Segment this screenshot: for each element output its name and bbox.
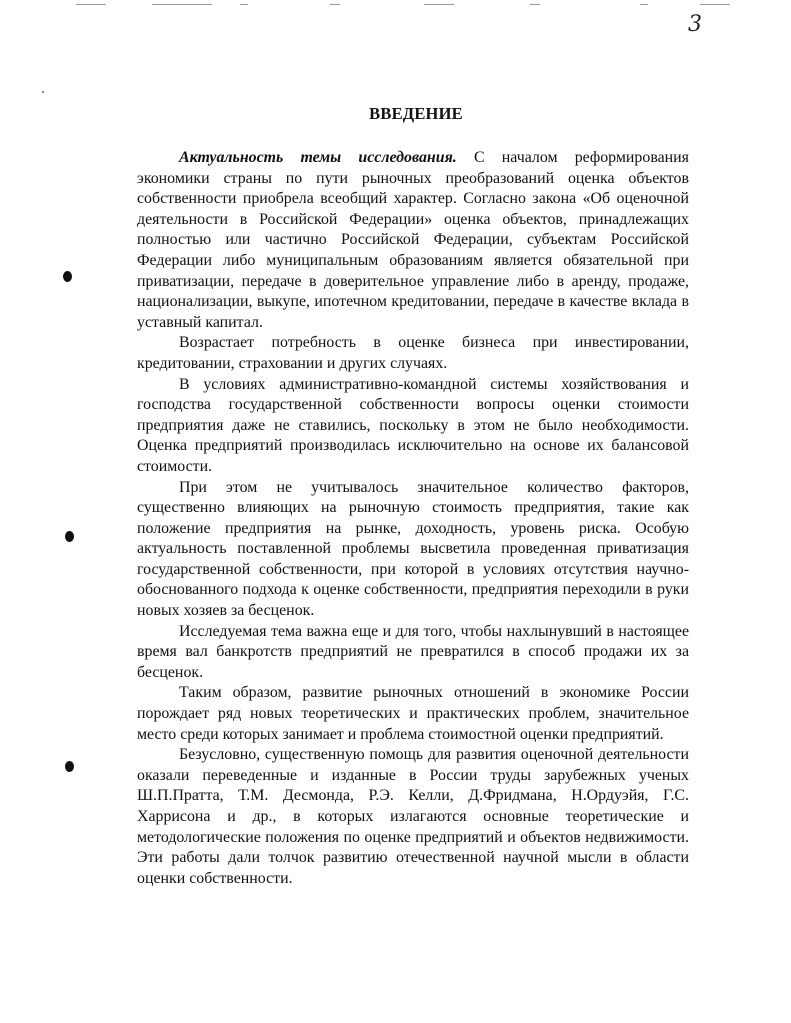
paragraph: При этом не учитывалось значительное количество факторов, существенно влияющих на рыночную стоимость предприятия, такие как положение предприятия на рынке, доходность, уровень риска. Особую актуальность поставленной проблемы высветила проведенная приватизация государственной собственности, при которой в условиях отсутствия научно-обоснованного подхода к оценке собственности, предприятия переходили в руки новых хозяев за бесценок. — [137, 478, 689, 620]
body-text — [137, 148, 689, 889]
scan-artifact-line — [330, 4, 340, 5]
scan-speck — [42, 91, 44, 93]
scan-artifact-line — [240, 4, 248, 5]
scan-artifact-line — [424, 4, 454, 5]
scan-artifact-line — [76, 4, 106, 5]
punch-hole-dot — [65, 761, 74, 772]
punch-hole-dot — [63, 271, 72, 282]
section-title: ВВЕДЕНИЕ — [369, 104, 463, 123]
punch-hole-dot — [65, 531, 74, 542]
scan-artifact-line — [152, 4, 212, 5]
paragraph: В условиях административно-командной системы хозяйствования и господства государственной собственности вопросы оценки стоимости предприятия даже не ставились, поскольку в этом не было необходимости. Оценка предприятий производилась исключительно на основе их балансовой стоимости. — [137, 375, 689, 475]
paragraph: Исследуемая тема важна еще и для того, чтобы нахлынувший в настоящее время вал банкротств предприятий не превратился в способ продажи их за бесценок. — [137, 622, 689, 681]
paragraph-text: С началом реформирования экономики страны по пути рыночных преобразований оценка объектов собственности приобрела всеобщий характер. Согласно закона «Об оценочной деятельности в Российской Федерации» оценка объектов, принадлежащих полностью или частично Российской Федерации, субъектам Российской Федерации либо муниципальным образованиям является обязательной при приватизации, передаче в доверительное управление либо в аренду, продаже, национализации, выкупе, ипотечном кредитовании, передаче в качестве вклада в уставный капитал. — [137, 149, 689, 331]
scan-artifact-line — [700, 4, 730, 5]
paragraph: Возрастает потребность в оценке бизнеса при инвестировании, кредитовании, страховании и других случаях. — [137, 334, 689, 372]
paragraph: Безусловно, существенную помощь для развития оценочной деятельности оказали переведенные и изданные в России труды зарубежных ученых Ш.П.Пратта, Т.М. Десмонда, Р.Э. Келли, Д.Фридмана, Н.Ордуэйя, Г.С. Харрисона и др., в которых излагаются основные теоретические и методологические положения по оценке предприятий и объектов недвижимости. Эти работы дали толчок развитию отечественной научной мысли в области оценки собственности. — [137, 746, 689, 887]
paragraph-relevance — [137, 148, 689, 333]
scan-artifact-line — [640, 4, 648, 5]
scan-artifact-line — [530, 4, 540, 5]
paragraph: Таким образом, развитие рыночных отношений в экономике России порождает ряд новых теоретических и практических проблем, значительное место среди которых занимает и проблема стоимостной оценки предприятий. — [137, 684, 689, 743]
paragraph-lead: Актуальность темы исследования. — [179, 149, 457, 166]
page-number: 3 — [688, 12, 702, 37]
